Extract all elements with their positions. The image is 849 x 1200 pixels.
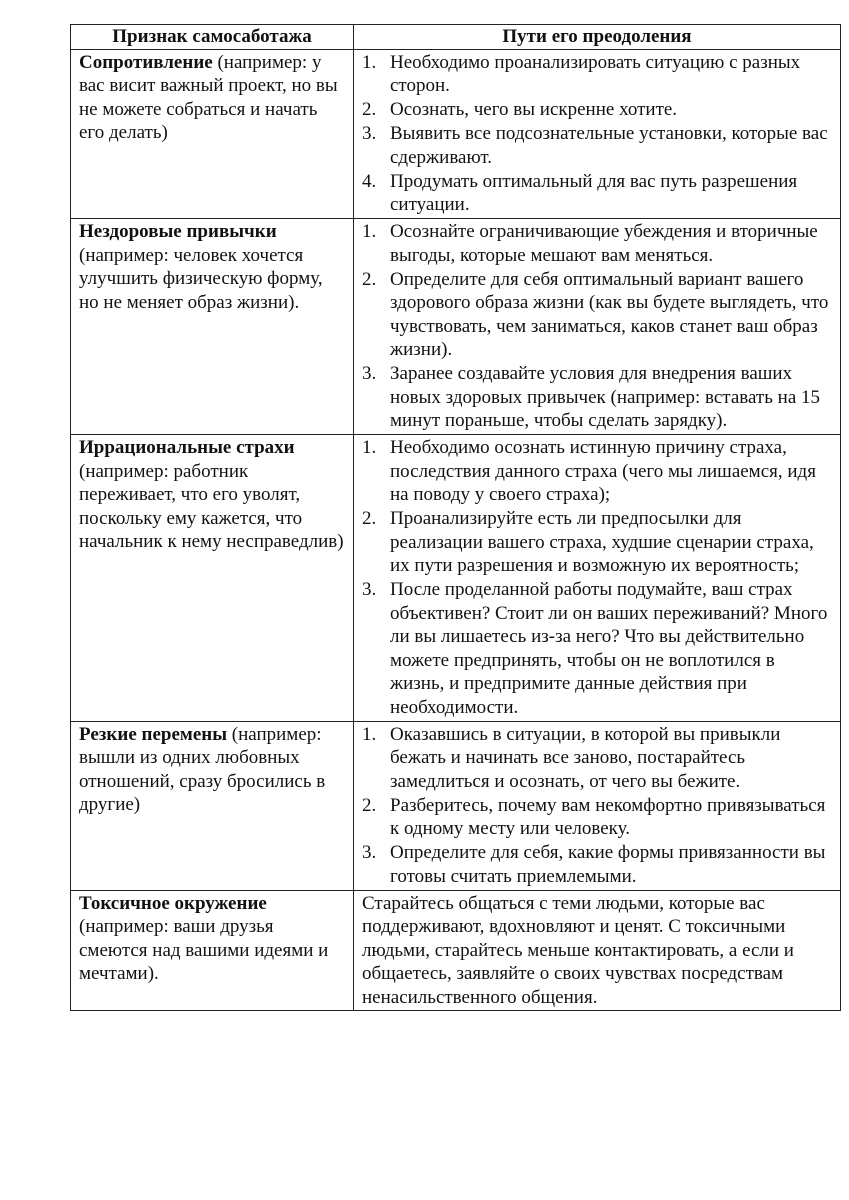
table-row <box>71 435 841 722</box>
sign-cell <box>71 721 354 890</box>
header-row <box>71 25 841 50</box>
ways-text: Старайтесь общаться с теми людьми, которые вас поддерживают, вдохновляют и ценят. С токсичными людьми, старайтесь меньше контактировать, а если и общаетесь, заявляйте о своих чувствах посредствам ненасильственного общения. <box>362 892 794 1008</box>
sign-note: (например: вышли из одних любовных отношений, сразу бросились в другие) <box>79 723 326 815</box>
list-item: 1. Необходимо проанализировать ситуацию с разных сторон. <box>362 51 801 96</box>
sign-note: (например: у вас висит важный проект, но вы не можете собраться и начать его делать) <box>79 51 338 143</box>
list-item: 1. Осознайте ограничивающие убеждения и вторичные выгоды, которые мешают вам меняться. <box>362 221 818 266</box>
list-item: 2. Проанализируйте есть ли предпосылки для реализации вашего страха, худшие сценарии страха, их пути разрешения и возможную их вероятность; <box>362 508 814 576</box>
list-item-text: Оказавшись в ситуации, в которой вы привыкли бежать и начинать все заново, постарайтесь замедлиться и осознать, от чего вы бежите. <box>390 723 781 792</box>
self-sabotage-table <box>70 24 841 1011</box>
ways-cell <box>354 219 841 435</box>
table-header <box>71 25 841 50</box>
sign-cell <box>71 49 354 219</box>
table-row <box>71 721 841 890</box>
list-item: 2. Осознать, чего вы искренне хотите. <box>362 99 678 120</box>
list-item: 1. Оказавшись в ситуации, в которой вы привыкли бежать и начинать все заново, постарайтесь замедлиться и осознать, от чего вы бежите. <box>362 723 781 792</box>
list-item-text: Выявить все подсознательные установки, которые вас сдерживают. <box>390 123 828 168</box>
ways-cell <box>354 435 841 722</box>
document-page <box>70 24 840 1011</box>
list-item: 3. Выявить все подсознательные установки, которые вас сдерживают. <box>362 123 828 168</box>
ways-list <box>361 723 832 889</box>
list-item: 1. Необходимо осознать истинную причину страха, последствия данного страха (чего мы лишаемся, идя на поводу у своего страха); <box>362 437 816 505</box>
list-item-text: Продумать оптимальный для вас путь разрешения ситуации. <box>390 170 798 215</box>
list-item-text: Определите для себя оптимальный вариант вашего здорового образа жизни (как вы будете выглядеть, что чувствовать, чем заниматься, каков станет ваш образ жизни). <box>390 268 829 360</box>
sign-title: Нездоровые привычки <box>79 221 277 242</box>
list-item-text: Заранее создавайте условия для внедрения ваших новых здоровых привычек (например: вставать на 15 минут пораньше, чтобы сделать зарядку). <box>390 363 821 431</box>
list-item-text: Разберитесь, почему вам некомфортно привязываться к одному месту или человеку. <box>390 794 826 839</box>
sign-title: Сопротивление <box>79 51 213 73</box>
list-item-text: Необходимо осознать истинную причину страха, последствия данного страха (чего мы лишаемся, идя на поводу у своего страха); <box>390 437 816 505</box>
table-body <box>71 49 841 1011</box>
sign-note: (например: человек хочется улучшить физическую форму, но не меняет образ жизни). <box>79 244 323 313</box>
ways-cell <box>354 49 841 219</box>
ways-list <box>361 436 832 719</box>
ways-cell <box>354 721 841 890</box>
ways-cell <box>354 890 841 1011</box>
header-ways: Пути его преодоления <box>354 25 841 50</box>
sign-cell <box>71 890 354 1011</box>
list-item-text: Проанализируйте есть ли предпосылки для реализации вашего страха, худшие сценарии страха, их пути разрешения и возможную их вероятность; <box>390 508 814 576</box>
list-item: 2. Определите для себя оптимальный вариант вашего здорового образа жизни (как вы будете выглядеть, что чувствовать, чем заниматься, каков станет ваш образ жизни). <box>362 268 829 360</box>
table-row <box>71 219 841 435</box>
list-item: 3. Заранее создавайте условия для внедрения ваших новых здоровых привычек (например: вставать на 15 минут пораньше, чтобы сделать зарядку). <box>362 363 821 431</box>
header-sign: Признак самосаботажа <box>71 25 354 50</box>
list-item: 3. Определите для себя, какие формы привязанности вы готовы считать приемлемыми. <box>362 842 826 887</box>
ways-list <box>361 220 832 433</box>
sign-title: Иррациональные страхи <box>79 437 295 458</box>
sign-cell <box>71 435 354 722</box>
table-row <box>71 890 841 1011</box>
list-item-text: Определите для себя, какие формы привязанности вы готовы считать приемлемыми. <box>390 842 826 887</box>
sign-title: Токсичное окружение <box>79 892 267 914</box>
list-item-text: Осознать, чего вы искренне хотите. <box>390 99 678 120</box>
sign-note: (например: работник переживает, что его уволят, поскольку ему кажется, что начальник к нему несправедлив) <box>79 460 344 552</box>
list-item-text: После проделанной работы подумайте, ваш страх объективен? Стоит ли он ваших переживаний? Много ли вы лишаетесь из-за него? Что вы действительно можете предпринять, чтобы он не воплотился в жизнь, и предпримите данные действия при необходимости. <box>390 579 828 718</box>
list-item-text: Осознайте ограничивающие убеждения и вторичные выгоды, которые мешают вам меняться. <box>390 221 818 266</box>
list-item: 4. Продумать оптимальный для вас путь разрешения ситуации. <box>362 170 798 215</box>
sign-title: Резкие перемены <box>79 723 228 745</box>
list-item-text: Необходимо проанализировать ситуацию с разных сторон. <box>390 51 801 96</box>
sign-cell <box>71 219 354 435</box>
list-item: 3. После проделанной работы подумайте, ваш страх объективен? Стоит ли он ваших переживаний? Много ли вы лишаетесь из-за него? Что вы действительно можете предпринять, чтобы он не воплотился в жизнь, и предпримите данные действия при необходимости. <box>362 579 828 718</box>
table-row <box>71 49 841 219</box>
list-item: 2. Разберитесь, почему вам некомфортно привязываться к одному месту или человеку. <box>362 794 826 839</box>
sign-note: (например: ваши друзья смеются над вашими идеями и мечтами). <box>79 916 329 984</box>
ways-list <box>361 51 832 217</box>
